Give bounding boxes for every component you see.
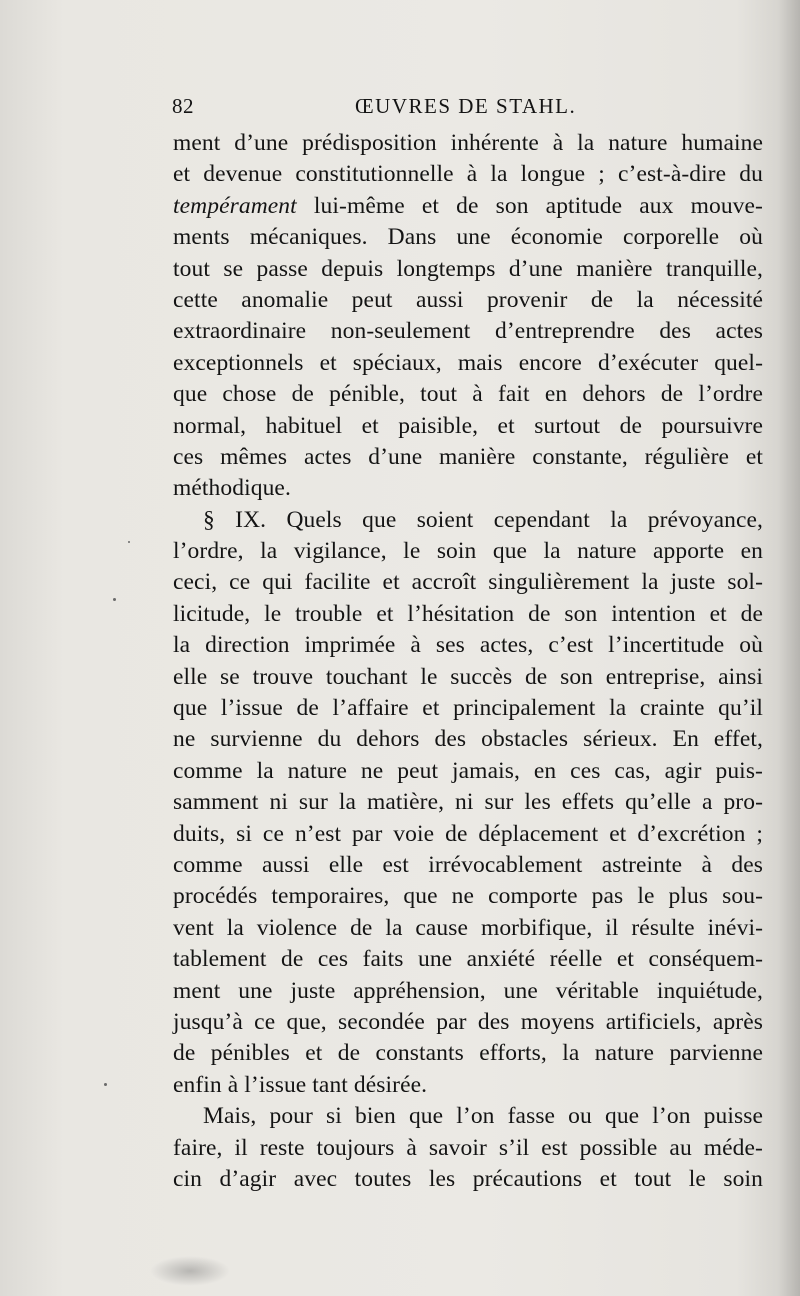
text-line: elle se trouve touchant le succès de son entreprise, ainsi <box>173 663 763 690</box>
paragraph-start-line: Mais, pour si bien que l’on fasse ou que l’on puisse <box>203 1103 763 1130</box>
running-head: ŒUVRES DE STAHL. <box>355 94 577 118</box>
ink-speck <box>113 598 116 601</box>
ink-speck <box>128 541 130 543</box>
text-line: normal, habituel et paisible, et surtout de poursuivre <box>173 412 763 439</box>
text-line: ment une juste appréhension, une véritable inquiétude, <box>173 977 763 1004</box>
text-line: l’ordre, la vigilance, le soin que la nature apporte en <box>173 538 763 565</box>
text-line: cette anomalie peut aussi provenir de la nécessité <box>173 286 763 313</box>
text-line: cin d’agir avec toutes les précautions et tout le soin <box>173 1165 763 1192</box>
text-line: faire, il reste toujours à savoir s’il est possible au méde- <box>173 1134 763 1161</box>
text-line: tablement de ces faits une anxiété réelle et conséquem- <box>173 946 763 973</box>
page-smudge <box>150 1256 230 1286</box>
text-line: ment d’une prédisposition inhérente à la nature humaine <box>173 130 763 156</box>
text-line: que l’issue de l’affaire et principalement la crainte qu’il <box>173 695 763 722</box>
text-line: de pénibles et de constants efforts, la nature parvienne <box>173 1040 763 1067</box>
text-line: enfin à l’issue tant désirée. <box>173 1071 428 1098</box>
page-edge-shadow <box>778 0 800 1296</box>
text-line: exceptionnels et spéciaux, mais encore d’exécuter quel- <box>173 349 763 376</box>
text-line: jusqu’à ce que, secondée par des moyens artificiels, après <box>173 1008 763 1035</box>
text-line: méthodique. <box>173 475 291 502</box>
text-line: la direction imprimée à ses actes, c’est l’incertitude où <box>173 632 763 659</box>
section-heading-line: § IX. Quels que soient cependant la prévoyance, <box>203 506 763 533</box>
text-line: vent la violence de la cause morbifique, il résulte inévi- <box>173 914 763 941</box>
text-line: ceci, ce qui facilite et accroît singulièrement la juste sol- <box>173 569 763 596</box>
text-line: procédés temporaires, que ne comporte pas le plus sou- <box>173 883 763 910</box>
text-line: tout se passe depuis longtemps d’une manière tranquille, <box>173 255 763 282</box>
text-line: extraordinaire non-seulement d’entreprendre des actes <box>173 318 763 345</box>
body-text <box>173 128 763 1195</box>
page-header <box>172 94 592 124</box>
text-line-with-italic <box>173 191 763 222</box>
text-line: samment ni sur la matière, ni sur les effets qu’elle a pro- <box>173 789 763 816</box>
italic-term: tempérament <box>173 192 297 219</box>
text-line: que chose de pénible, tout à fait en dehors de l’ordre <box>173 381 763 408</box>
text-line-rest: lui-même et de son aptitude aux mouve- <box>313 192 763 219</box>
page-number: 82 <box>172 94 194 118</box>
text-line: ments mécaniques. Dans une économie corporelle où <box>173 224 763 251</box>
text-line: licitude, le trouble et l’hésitation de son intention et de <box>173 600 763 627</box>
text-line: comme aussi elle est irrévocablement astreinte à des <box>173 851 763 878</box>
text-line: ne survienne du dehors des obstacles sérieux. En effet, <box>173 726 763 753</box>
text-line: ces mêmes actes d’une manière constante, régulière et <box>173 443 763 470</box>
text-line: et devenue constitutionnelle à la longue ; c’est-à-dire du <box>173 161 763 188</box>
text-line: duits, si ce n’est par voie de déplacement et d’excrétion ; <box>173 820 763 847</box>
text-line: comme la nature ne peut jamais, en ces cas, agir puis- <box>173 757 763 784</box>
ink-speck <box>104 1083 107 1086</box>
